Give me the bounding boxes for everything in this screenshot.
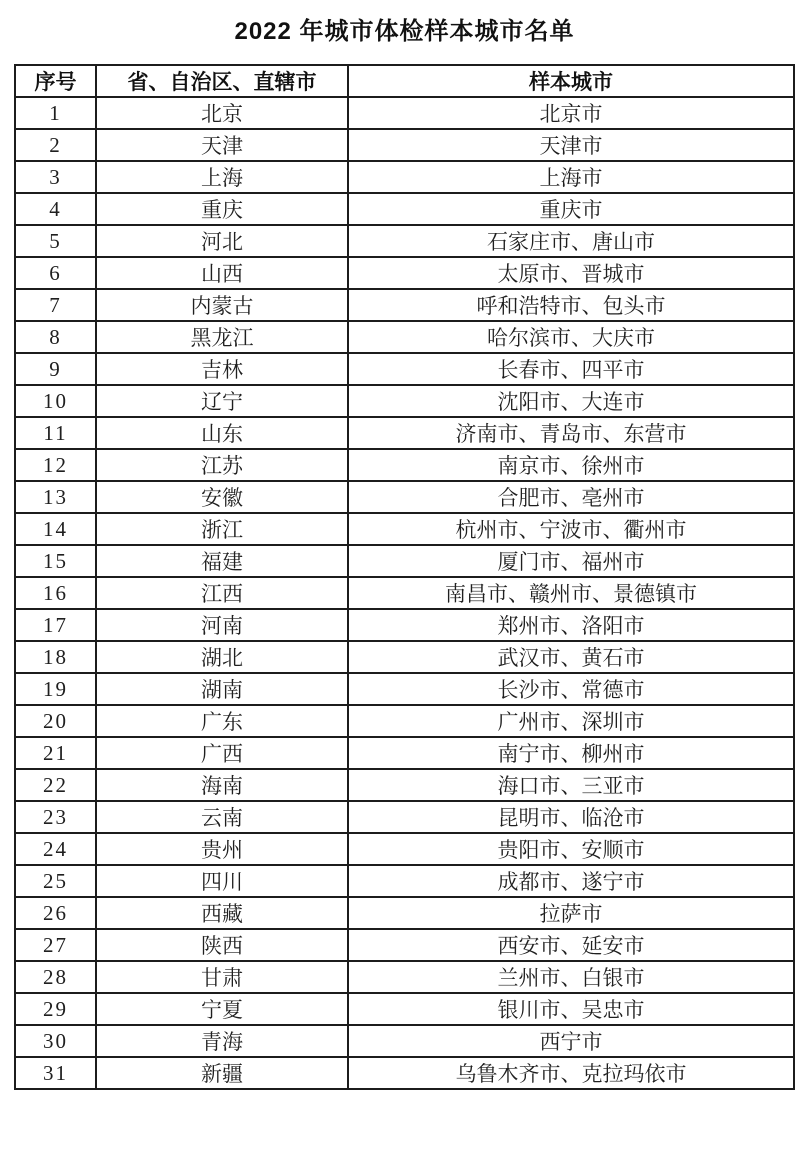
row-index-cell: 21 [15, 737, 96, 769]
column-header-province: 省、自治区、直辖市 [96, 65, 348, 97]
sample-cities-cell: 长春市、四平市 [348, 353, 794, 385]
sample-cities-cell: 成都市、遂宁市 [348, 865, 794, 897]
province-cell: 吉林 [96, 353, 348, 385]
sample-cities-cell: 西安市、延安市 [348, 929, 794, 961]
column-header-index: 序号 [15, 65, 96, 97]
table-row [15, 609, 794, 641]
sample-cities-cell: 昆明市、临沧市 [348, 801, 794, 833]
table-row [15, 833, 794, 865]
table-row [15, 129, 794, 161]
table-row [15, 161, 794, 193]
province-cell: 重庆 [96, 193, 348, 225]
sample-cities-cell: 郑州市、洛阳市 [348, 609, 794, 641]
table-row [15, 641, 794, 673]
row-index-cell: 6 [15, 257, 96, 289]
province-cell: 新疆 [96, 1057, 348, 1089]
province-cell: 湖北 [96, 641, 348, 673]
sample-cities-cell: 济南市、青岛市、东营市 [348, 417, 794, 449]
sample-city-table [14, 64, 795, 1090]
sample-cities-cell: 拉萨市 [348, 897, 794, 929]
row-index-cell: 31 [15, 1057, 96, 1089]
table-row [15, 897, 794, 929]
sample-cities-cell: 合肥市、亳州市 [348, 481, 794, 513]
row-index-cell: 15 [15, 545, 96, 577]
sample-cities-cell: 重庆市 [348, 193, 794, 225]
province-cell: 河南 [96, 609, 348, 641]
row-index-cell: 9 [15, 353, 96, 385]
province-cell: 陕西 [96, 929, 348, 961]
table-row [15, 97, 794, 129]
row-index-cell: 20 [15, 705, 96, 737]
table-row [15, 865, 794, 897]
row-index-cell: 12 [15, 449, 96, 481]
province-cell: 北京 [96, 97, 348, 129]
row-index-cell: 17 [15, 609, 96, 641]
sample-cities-cell: 哈尔滨市、大庆市 [348, 321, 794, 353]
row-index-cell: 5 [15, 225, 96, 257]
table-row [15, 225, 794, 257]
table-header-row [15, 65, 794, 97]
sample-cities-cell: 贵阳市、安顺市 [348, 833, 794, 865]
row-index-cell: 19 [15, 673, 96, 705]
row-index-cell: 1 [15, 97, 96, 129]
province-cell: 河北 [96, 225, 348, 257]
table-row [15, 769, 794, 801]
province-cell: 山东 [96, 417, 348, 449]
sample-cities-cell: 兰州市、白银市 [348, 961, 794, 993]
sample-cities-cell: 海口市、三亚市 [348, 769, 794, 801]
table-row [15, 929, 794, 961]
table-row [15, 321, 794, 353]
row-index-cell: 2 [15, 129, 96, 161]
row-index-cell: 30 [15, 1025, 96, 1057]
province-cell: 辽宁 [96, 385, 348, 417]
province-cell: 黑龙江 [96, 321, 348, 353]
table-row [15, 193, 794, 225]
row-index-cell: 27 [15, 929, 96, 961]
row-index-cell: 24 [15, 833, 96, 865]
province-cell: 四川 [96, 865, 348, 897]
row-index-cell: 18 [15, 641, 96, 673]
sample-cities-cell: 杭州市、宁波市、衢州市 [348, 513, 794, 545]
province-cell: 上海 [96, 161, 348, 193]
row-index-cell: 11 [15, 417, 96, 449]
row-index-cell: 23 [15, 801, 96, 833]
province-cell: 江苏 [96, 449, 348, 481]
page-title: 2022 年城市体检样本城市名单 [234, 18, 575, 45]
table-row [15, 1057, 794, 1089]
province-cell: 宁夏 [96, 993, 348, 1025]
table-row [15, 801, 794, 833]
province-cell: 安徽 [96, 481, 348, 513]
row-index-cell: 29 [15, 993, 96, 1025]
table-row [15, 353, 794, 385]
sample-cities-cell: 西宁市 [348, 1025, 794, 1057]
table-row [15, 481, 794, 513]
sample-cities-cell: 天津市 [348, 129, 794, 161]
sample-cities-cell: 厦门市、福州市 [348, 545, 794, 577]
sample-cities-cell: 南宁市、柳州市 [348, 737, 794, 769]
province-cell: 江西 [96, 577, 348, 609]
row-index-cell: 13 [15, 481, 96, 513]
sample-cities-cell: 太原市、晋城市 [348, 257, 794, 289]
row-index-cell: 16 [15, 577, 96, 609]
province-cell: 山西 [96, 257, 348, 289]
table-row [15, 257, 794, 289]
column-header-sample-cities: 样本城市 [348, 65, 794, 97]
sample-cities-cell: 呼和浩特市、包头市 [348, 289, 794, 321]
sample-cities-cell: 银川市、吴忠市 [348, 993, 794, 1025]
province-cell: 天津 [96, 129, 348, 161]
row-index-cell: 4 [15, 193, 96, 225]
sample-cities-cell: 石家庄市、唐山市 [348, 225, 794, 257]
table-row [15, 961, 794, 993]
province-cell: 青海 [96, 1025, 348, 1057]
table-row [15, 449, 794, 481]
sample-cities-cell: 沈阳市、大连市 [348, 385, 794, 417]
table-row [15, 673, 794, 705]
sample-cities-cell: 北京市 [348, 97, 794, 129]
sample-cities-cell: 南昌市、赣州市、景德镇市 [348, 577, 794, 609]
province-cell: 甘肃 [96, 961, 348, 993]
row-index-cell: 25 [15, 865, 96, 897]
province-cell: 广东 [96, 705, 348, 737]
row-index-cell: 28 [15, 961, 96, 993]
table-row [15, 1025, 794, 1057]
province-cell: 广西 [96, 737, 348, 769]
sample-cities-cell: 长沙市、常德市 [348, 673, 794, 705]
row-index-cell: 8 [15, 321, 96, 353]
row-index-cell: 22 [15, 769, 96, 801]
table-row [15, 705, 794, 737]
table-row [15, 289, 794, 321]
province-cell: 内蒙古 [96, 289, 348, 321]
row-index-cell: 7 [15, 289, 96, 321]
province-cell: 海南 [96, 769, 348, 801]
table-body [15, 97, 794, 1089]
sample-cities-cell: 武汉市、黄石市 [348, 641, 794, 673]
table-row [15, 993, 794, 1025]
province-cell: 湖南 [96, 673, 348, 705]
table-row [15, 545, 794, 577]
table-row [15, 385, 794, 417]
province-cell: 贵州 [96, 833, 348, 865]
table-row [15, 417, 794, 449]
row-index-cell: 10 [15, 385, 96, 417]
sample-cities-cell: 乌鲁木齐市、克拉玛依市 [348, 1057, 794, 1089]
table-row [15, 513, 794, 545]
row-index-cell: 26 [15, 897, 96, 929]
sample-cities-cell: 上海市 [348, 161, 794, 193]
province-cell: 西藏 [96, 897, 348, 929]
table-row [15, 737, 794, 769]
table-row [15, 577, 794, 609]
sample-cities-cell: 广州市、深圳市 [348, 705, 794, 737]
province-cell: 浙江 [96, 513, 348, 545]
row-index-cell: 3 [15, 161, 96, 193]
province-cell: 福建 [96, 545, 348, 577]
sample-cities-cell: 南京市、徐州市 [348, 449, 794, 481]
row-index-cell: 14 [15, 513, 96, 545]
province-cell: 云南 [96, 801, 348, 833]
